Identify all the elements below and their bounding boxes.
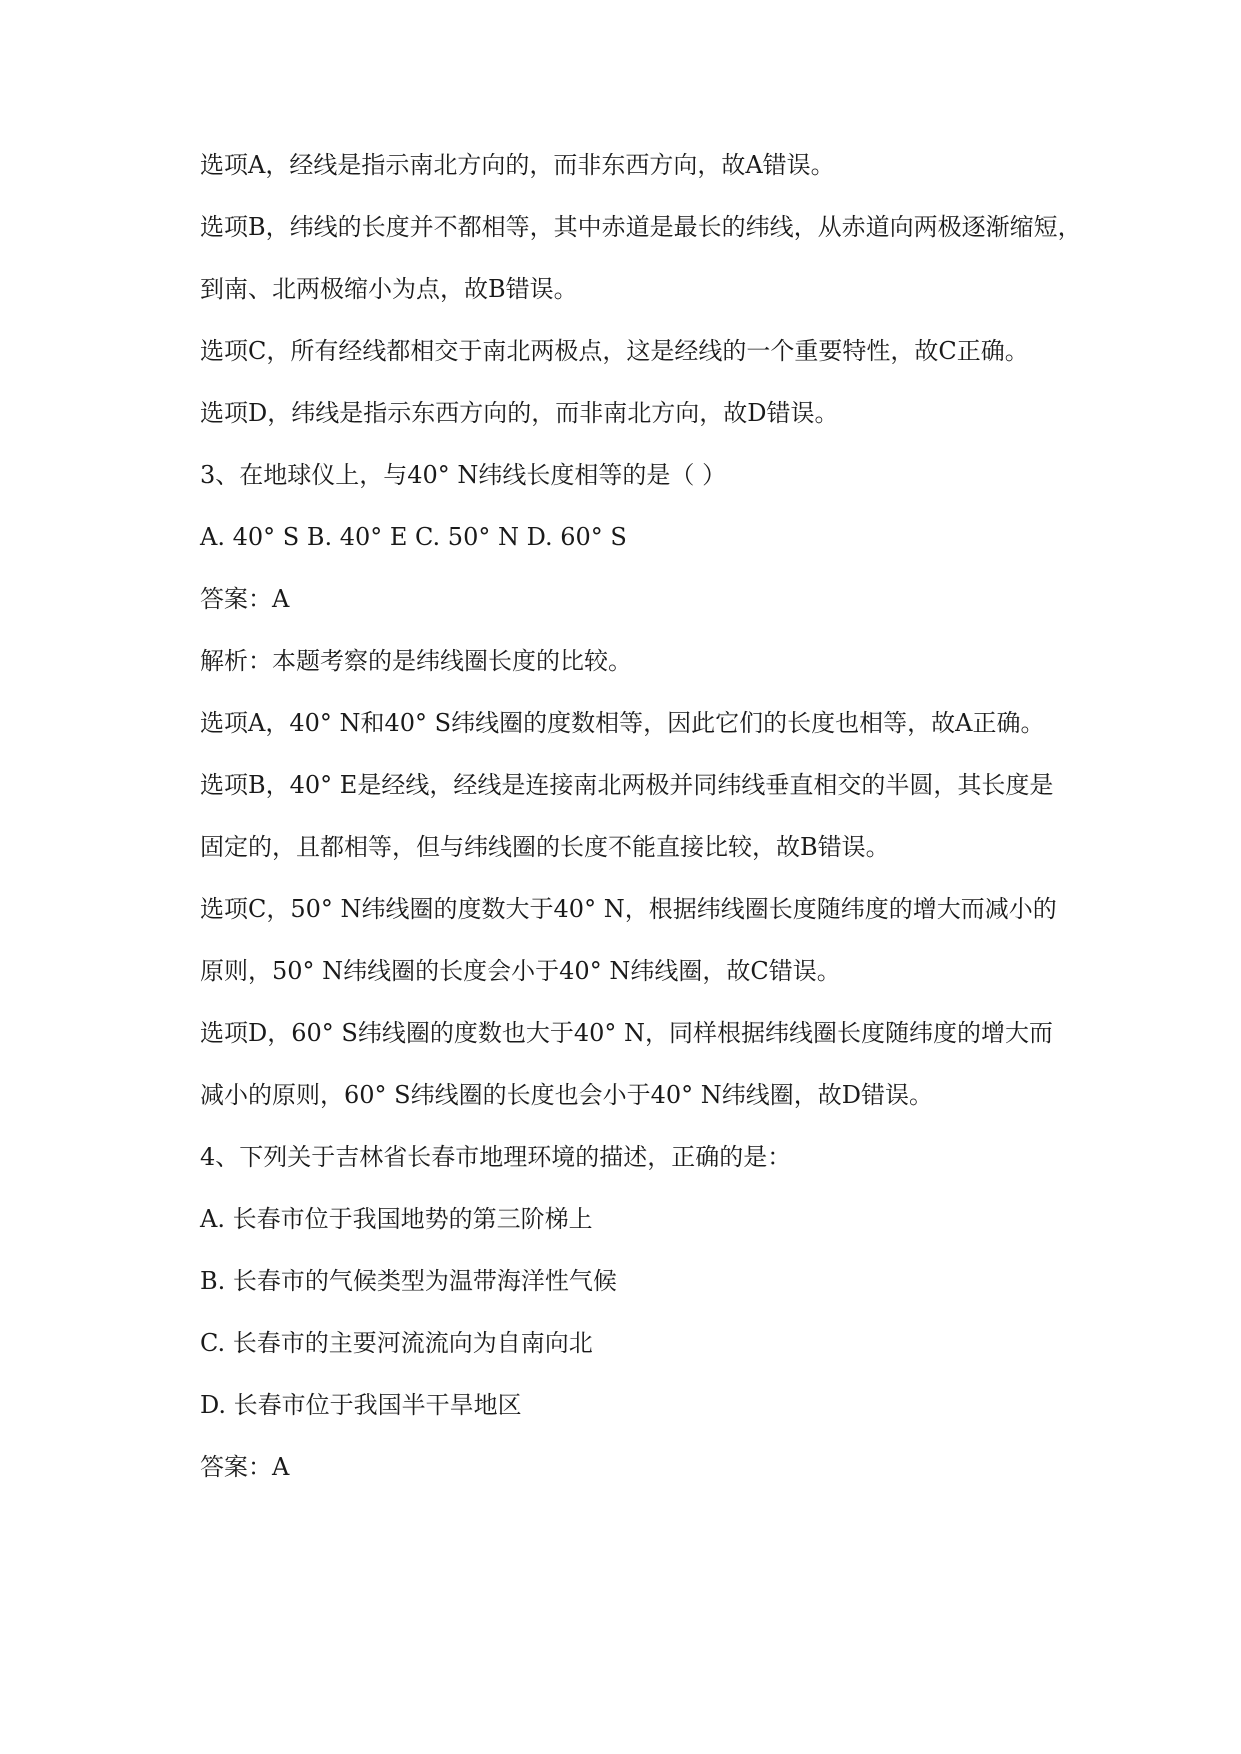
text-line: 选项D，60° S纬线圈的度数也大于40° N，同样根据纬线圈长度随纬度的增大而 [200, 1019, 1054, 1047]
text-line: 选项C，50° N纬线圈的度数大于40° N，根据纬线圈长度随纬度的增大而减小的 [200, 895, 1057, 923]
text-line: 解析：本题考察的是纬线圈长度的比较。 [200, 647, 632, 675]
text-line: 到南、北两极缩小为点，故B错误。 [200, 275, 578, 303]
text-line: D. 长春市位于我国半干旱地区 [200, 1391, 522, 1419]
text-line: 选项C，所有经线都相交于南北两极点，这是经线的一个重要特性，故C正确。 [200, 337, 1029, 365]
text-line: 选项A，经线是指示南北方向的，而非东西方向，故A错误。 [200, 151, 835, 179]
text-line: 4、下列关于吉林省长春市地理环境的描述，正确的是： [200, 1143, 792, 1171]
text-line: 固定的，且都相等，但与纬线圈的长度不能直接比较，故B错误。 [200, 833, 890, 861]
text-line: C. 长春市的主要河流流向为自南向北 [200, 1329, 593, 1357]
text-line: 选项D，纬线是指示东西方向的，而非南北方向，故D错误。 [200, 399, 839, 427]
text-line: 原则，50° N纬线圈的长度会小于40° N纬线圈，故C错误。 [200, 957, 841, 985]
text-line: 减小的原则，60° S纬线圈的长度也会小于40° N纬线圈，故D错误。 [200, 1081, 934, 1109]
text-line: B. 长春市的气候类型为温带海洋性气候 [200, 1267, 617, 1295]
text-line: 选项B，纬线的长度并不都相等，其中赤道是最长的纬线，从赤道向两极逐渐缩短， [200, 213, 1082, 241]
text-line: 选项A，40° N和40° S纬线圈的度数相等，因此它们的长度也相等，故A正确。 [200, 709, 1045, 737]
text-line: A. 长春市位于我国地势的第三阶梯上 [200, 1205, 593, 1233]
text-line: 答案：A [200, 585, 290, 613]
text-line: 3、在地球仪上，与40° N纬线长度相等的是（ ） [200, 461, 727, 489]
text-line: 选项B，40° E是经线，经线是连接南北两极并同纬线垂直相交的半圆，其长度是 [200, 771, 1054, 799]
text-line: 答案：A [200, 1453, 290, 1481]
text-line: A. 40° S B. 40° E C. 50° N D. 60° S [200, 523, 627, 551]
